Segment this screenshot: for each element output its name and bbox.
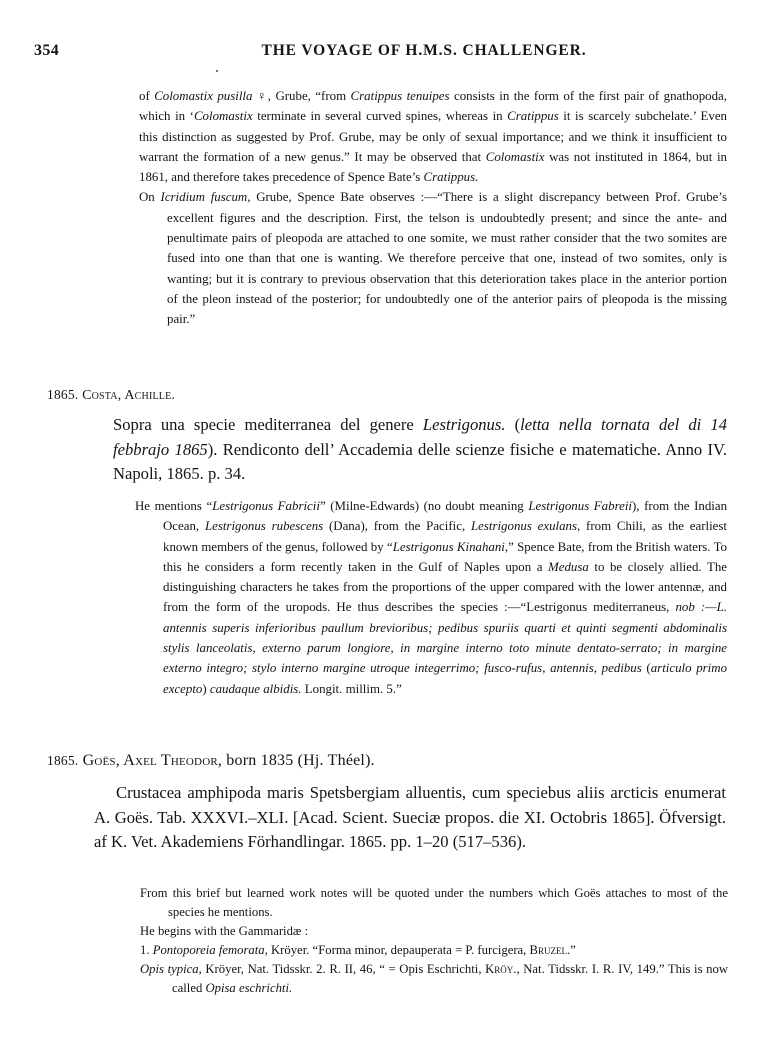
taxon-name: Lestrigonus Fabreii [528,499,632,513]
text-span: it is scarcely subchelate.’ Even this distinction as suggested by Prof. Grube, may be only of sexual importance; and we think it insufficient to warrant the formation of a new genus.” It may be observed that [139,109,727,164]
running-head [34,42,734,64]
taxon-name: Colomastix [193,109,253,124]
print-mark [216,70,218,72]
text-span: , Kröyer, Nat. Tidsskr. 2. R. II, 46, “ = Opis Eschrichti, [198,962,486,976]
latin-diagnosis: nob :—L. antennis superis inferioribus paullum brevioribus; pedibus spuriis quarti et quinti segmenti abdominalis stylis lanceolatis, externo parum longiore, in margine interno toto minute dentato-serrato; in margine externo integro; stylo interno margine utroque integerrimo; fusco-rufus, antennis, pedibus [163,600,727,676]
costa-entry-heading [47,387,175,404]
text-span: He mentions “ [135,499,213,513]
reading-note: letta nella tornata del di 14 febbrajo 1865 [113,415,727,459]
taxon-name: Lestrigonus rubescens [204,519,324,534]
authority-name: Kröy. [485,962,517,976]
taxon-name: Colomastix pusilla [154,89,253,103]
species-line-opis [140,960,728,998]
goes-intro-line: From this brief but learned work notes will be quoted under the numbers which Goës attaches to most of the species he mentions. [140,886,728,919]
text-span: ” Spence Bate, from the British waters. To this he considers a form recently taken in the Gulf of Naples upon a [163,539,727,574]
taxon-name: Cratippus tenuipes [350,89,450,103]
continued-quotation [139,86,727,330]
text-span: Longit. millim. 5.” [301,681,402,696]
text-span: ), from the Indian Ocean, [163,499,728,534]
goes-family-line: He begins with the Gammaridæ : [140,924,309,938]
text-span: On [139,190,161,205]
text-span: (Dana), from the Pacific, [323,519,471,534]
text-span: , from Chili, as the earliest known members of the genus, followed by “ [163,519,727,554]
goes-entry-heading [47,752,375,770]
taxon-name: Lestrigonus Fabricii [212,499,320,513]
taxon-name: Cratippus [507,109,559,124]
taxon-name: Pontoporeia femorata [152,943,265,957]
taxon-name: Lestrigonus exulans [470,519,578,534]
entry-author-note: born 1835 (Hj. Théel). [222,752,375,769]
entry-year: 1865. [47,387,79,402]
species-line-1 [140,941,728,960]
text-span: ( [641,661,651,676]
entry-year: 1865. [47,753,79,768]
taxon-name: Colomastix [485,149,545,164]
entry-author: Goës, Axel Theodor, [82,752,223,769]
taxon-name: Lestrigonus. [422,415,506,434]
text-span: ” (Milne-Edwards) (no doubt meaning [319,499,529,513]
taxon-name: Cratippus. [423,170,479,185]
text-span: , Grube, Spence Bate observes :—“There is a slight discrepancy between Prof. Grube’s excellent figures and the description. First, the telson is undoubtedly present; and since the ante- and penultimate pairs of pleopoda are attached to one somite, we must rather consider that the two somites are fused into one than that one is wanting. We therefore perceive that one, instead of two somites, only is wanting; but it is contrary to previous observation that this deterioration takes place in the anterior portion of the pleon instead of the posterior; for undoubtedly one of the anterior pairs of pleopoda is the missing pair.” [167,190,727,327]
taxon-name: Icridium fuscum [160,190,248,205]
text-span: consists in the form of the first pair of gnathopoda, which in ‘ [139,89,727,124]
text-span: Sopra una specie mediterranea del genere [113,415,423,434]
authority-name: Bruzel. [529,943,571,957]
taxon-name: Opis typica [140,962,199,976]
text-span: Crustacea amphipoda maris Spetsbergiam alluentis, cum speciebus aliis arcticis enumerat A. Goës. Tab. XXXVI.–XLI. [Acad. Scient. Sueciæ propos. die XI. Octobris 1865]. Öfversigt. af K. Vet. Akademiens Förhandlingar. 1865. pp. 1–20 (517–536). [94,783,726,851]
text-span: ( [505,415,521,434]
text-span: 1. [140,943,153,957]
icridium-paragraph [139,187,727,329]
text-span: to be closely allied. The distinguishing characters he takes from the proportions of the upper compared with the lower antennæ, and from the form of the uropods. He thus describes the species :—“Lestrigonus mediterraneus, [163,559,727,615]
costa-bibliographic-title [113,413,727,487]
goes-commentary [140,884,728,998]
costa-paragraph [135,496,727,699]
text-span: ) [202,681,210,696]
text-span: , Kröyer. “Forma minor, depauperata = P. furcigera, [264,943,530,957]
taxon-name: Lestrigonus Kinahani, [392,539,509,554]
text-span: of [139,89,155,103]
latin-diagnosis: articulo primo excepto [163,661,728,696]
goes-bibliographic-title [94,781,726,855]
taxon-name: Opisa eschrichti. [205,981,293,995]
text-span: was not instituted in 1864, but in 1861, and therefore takes precedence of Spence Bate’s [139,149,728,185]
text-span: ♀, Grube, “from [252,89,351,103]
text-span: ). Rendiconto dell’ Accademia delle scienze fisiche e matematiche. Anno IV. Napoli, 1865. p. 34. [113,439,727,483]
running-title: THE VOYAGE OF H.M.S. CHALLENGER. [261,42,587,59]
costa-commentary [135,496,727,699]
text-span: terminate in several curved spines, whereas in [252,109,508,124]
text-span: ” [570,943,576,957]
page-number: 354 [34,42,60,59]
continued-paragraph [139,86,727,187]
entry-author: Costa, Achille. [82,388,176,403]
latin-diagnosis: caudaque albidis. [209,681,302,696]
taxon-name: Medusa [548,559,589,574]
text-span: , Nat. Tidsskr. I. R. IV, 149.” This is now called [172,962,728,995]
